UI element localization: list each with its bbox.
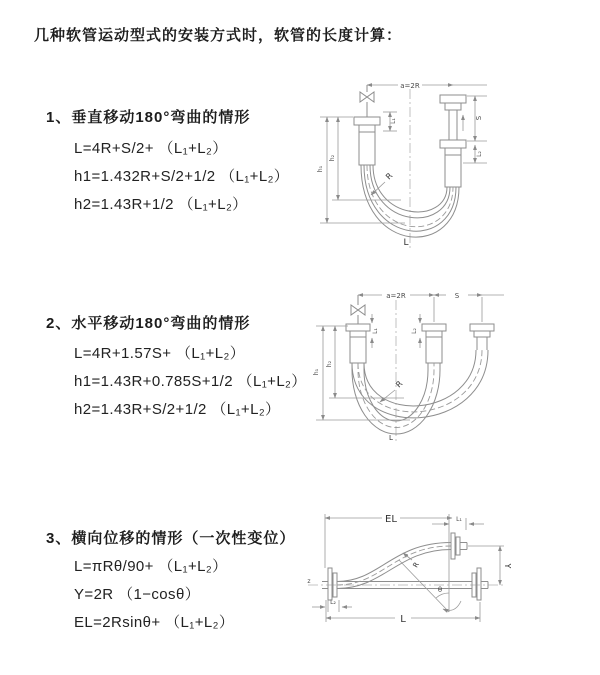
dim-l2 — [312, 599, 352, 612]
section-3-formula-l: L=πRθ/90+ （L₁+L₂） — [74, 558, 228, 575]
dim-l — [326, 600, 480, 625]
hose-u-bend-position2 — [352, 350, 488, 418]
section-2-formula-h2: h2=1.43R+S/2+1/2 （L₁+L₂） — [74, 401, 281, 418]
dim-h1-label: h₁ — [313, 368, 320, 376]
length-label: L — [389, 434, 393, 442]
section-3-formula-el: EL=2Rsinθ+ （L₁+L₂） — [74, 614, 235, 631]
left-pipe-fitting — [354, 117, 380, 165]
dim-a2r — [367, 82, 487, 90]
dim-l2-label: L₂ — [330, 599, 336, 606]
dim-h2-label: h₂ — [329, 154, 336, 162]
radius-label: R — [411, 560, 421, 570]
dim-s-label: S — [475, 115, 483, 121]
axis-z-label: z — [307, 578, 311, 585]
upper-flange — [451, 533, 467, 559]
section-1-heading: 1、垂直移动180°弯曲的情形 — [46, 109, 251, 126]
section-2-heading: 2、水平移动180°弯曲的情形 — [46, 315, 251, 332]
dim-y — [468, 546, 512, 585]
diagram-vertical-180-bend — [305, 65, 595, 265]
dim-a2r-label: a=2R — [386, 292, 406, 300]
dim-a2r-label: a=2R — [400, 82, 420, 90]
dim-l1-label: L₁ — [390, 118, 397, 124]
dim-l-label: L — [400, 614, 406, 625]
section-1-formula-l: L=4R+S/2+ （L₁+L₂） — [74, 140, 228, 157]
dim-l1 — [372, 314, 379, 348]
diagram-lateral-displacement — [298, 500, 598, 640]
valve-icon — [360, 85, 374, 117]
radius-label: R — [384, 171, 395, 182]
section-3-heading: 3、横向位移的情形（一次性变位） — [46, 530, 296, 547]
section-1-formula-h2: h2=1.43R+1/2 （L₁+L₂） — [74, 196, 248, 213]
dim-h1-label: h₁ — [317, 165, 324, 173]
dim-h1 — [313, 326, 410, 420]
dim-s — [467, 96, 487, 141]
dim-l2 — [411, 314, 420, 348]
dim-l1-label: L₁ — [372, 328, 379, 334]
dim-s — [434, 292, 504, 322]
right-pipe-fitting — [440, 95, 466, 187]
dim-h2-label: h₂ — [326, 360, 333, 368]
dim-y-label: Y — [503, 563, 512, 569]
section-2-formula-h1: h1=1.43R+0.785S+1/2 （L₁+L₂） — [74, 373, 307, 390]
diagram-horizontal-180-bend — [306, 280, 586, 460]
left-pipe-fitting — [346, 324, 370, 363]
section-3-formula-y: Y=2R （1−cosθ） — [74, 586, 201, 603]
dim-l1-label: L₁ — [456, 516, 462, 523]
dim-el — [325, 514, 452, 568]
dim-el-label: EL — [385, 514, 397, 525]
dim-l1 — [383, 112, 397, 131]
dim-s-label: S — [454, 292, 460, 300]
radius-callout — [371, 171, 395, 195]
right-flange — [472, 568, 488, 600]
left-flange — [322, 568, 337, 600]
page-title: 几种软管运动型式的安装方式时，软管的长度计算： — [34, 27, 403, 44]
dim-l2 — [463, 145, 487, 163]
length-label: L — [403, 238, 409, 248]
right-pipe-fitting — [470, 324, 494, 350]
valve-icon — [351, 295, 365, 324]
section-2-formula-l: L=4R+1.57S+ （L₁+L₂） — [74, 345, 246, 362]
middle-pipe-fitting — [422, 324, 446, 363]
angle-theta-label: θ — [437, 586, 443, 594]
angle-theta — [399, 514, 461, 612]
dim-a2r — [358, 292, 434, 300]
dim-l2-label: L₂ — [411, 328, 418, 334]
section-1-formula-h1: h1=1.432R+S/2+1/2 （L₁+L₂） — [74, 168, 290, 185]
radius-label: R — [394, 379, 405, 390]
dim-l2-label: L₂ — [476, 151, 483, 157]
